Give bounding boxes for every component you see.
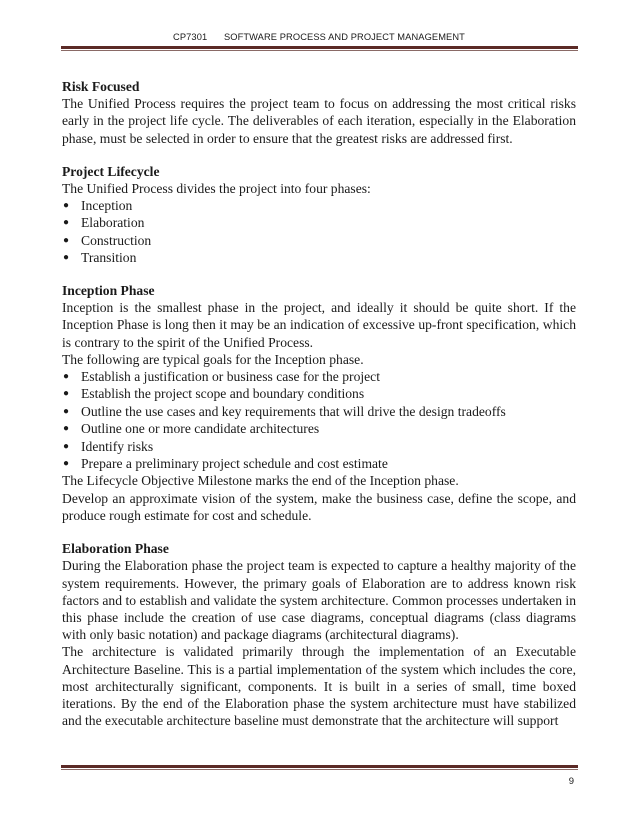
list-item: ● Establish the project scope and boundary conditions xyxy=(63,386,365,402)
list-item: ● Outline one or more candidate architectures xyxy=(63,421,320,437)
lifecycle-heading: Project Lifecycle xyxy=(62,163,160,179)
phase-list xyxy=(62,197,576,266)
footer-rule xyxy=(61,765,578,768)
lifecycle-intro: The Unified Process divides the project into four phases: xyxy=(62,181,371,197)
header-rule xyxy=(61,46,578,49)
list-item: ● Construction xyxy=(63,232,152,248)
bullet-icon: ● xyxy=(63,371,70,383)
bullet-icon: ● xyxy=(63,234,70,246)
inception-goals-intro: The following are typical goals for the Inception phase. xyxy=(62,351,364,367)
page-body xyxy=(62,78,576,729)
list-item: ● Inception xyxy=(63,198,133,214)
header-rule-thin xyxy=(61,50,578,51)
bullet-icon: ● xyxy=(63,388,70,400)
elaboration-paragraph-1: During the Elaboration phase the project team is expected to capture a healthy majority of the system requirements. However, the primary goals of Elaboration are to address known risk factors and to establish and validate the system architecture. Common processes undertaken in this phase include the creation of use case diagrams, conceptual diagrams (class diagrams with only basic notation) and package diagrams (architectural diagrams). xyxy=(62,558,576,643)
course-code: CP7301 xyxy=(173,32,208,42)
elaboration-paragraph-2: The architecture is validated primarily through the implementation of an Executable Architecture Baseline. This is a partial implementation of the system which includes the core, most architecturally significant, components. It is built in a series of small, time boxed iterations. By the end of the Elaboration phase the system architecture must have stabilized and the executable architecture baseline must demonstrate that the architecture will support xyxy=(62,644,576,729)
inception-heading: Inception Phase xyxy=(62,283,155,299)
list-item: ● Transition xyxy=(63,249,137,265)
list-item: ● Establish a justification or business case for the project xyxy=(63,369,380,385)
bullet-icon: ● xyxy=(63,200,70,212)
bullet-icon: ● xyxy=(63,217,70,229)
inception-vision: Develop an approximate vision of the system, make the business case, define the scope, and produce rough estimate for cost and schedule. xyxy=(62,490,576,523)
footer-rule-thin xyxy=(61,769,578,770)
list-item: ● Prepare a preliminary project schedule and cost estimate xyxy=(63,456,388,472)
bullet-icon: ● xyxy=(63,458,70,470)
list-item: ● Outline the use cases and key requirements that will drive the design tradeoffs xyxy=(63,403,506,419)
page-number: 9 xyxy=(568,776,574,787)
bullet-icon: ● xyxy=(63,423,70,435)
course-title: SOFTWARE PROCESS AND PROJECT MANAGEMENT xyxy=(223,32,465,42)
inception-milestone: The Lifecycle Objective Milestone marks the end of the Inception phase. xyxy=(62,473,459,489)
list-item: ● Elaboration xyxy=(63,215,145,231)
bullet-icon: ● xyxy=(63,251,70,263)
risk-paragraph: The Unified Process requires the project team to focus on addressing the most critical risks early in the project life cycle. The deliverables of each iteration, especially in the Elaboration phase, must be selected in order to ensure that the greatest risks are addressed first. xyxy=(62,96,576,146)
bullet-icon: ● xyxy=(63,405,70,417)
running-header xyxy=(0,32,638,42)
risk-heading: Risk Focused xyxy=(62,79,140,94)
elaboration-heading: Elaboration Phase xyxy=(62,541,169,557)
list-item: ● Identify risks xyxy=(63,438,154,454)
inception-paragraph: Inception is the smallest phase in the project, and ideally it should be quite short. If the Inception Phase is long then it may be an indication of excessive up-front specification, which is contrary to the spirit of the Unified Process. xyxy=(62,300,576,350)
inception-goals-list xyxy=(62,368,576,472)
bullet-icon: ● xyxy=(63,440,70,452)
